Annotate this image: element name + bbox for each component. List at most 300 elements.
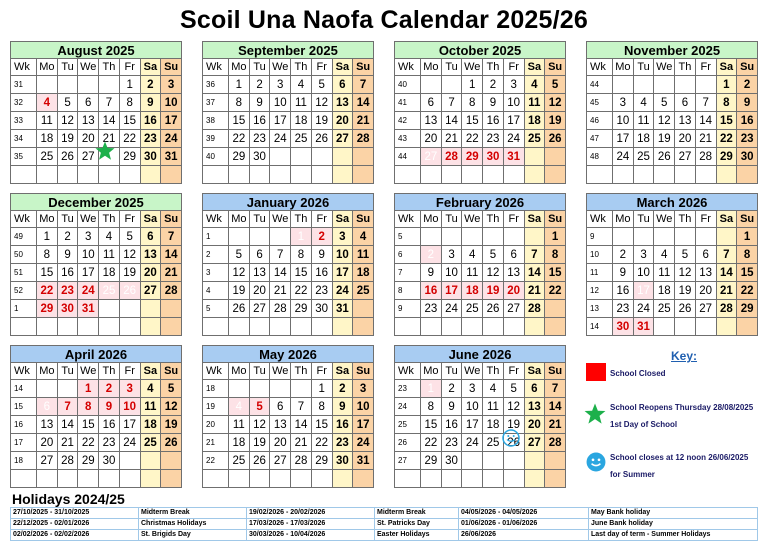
day-cell bbox=[57, 380, 78, 398]
day-cell: 22 bbox=[716, 130, 737, 148]
day-cell: 17 bbox=[462, 416, 483, 434]
day-cell: 10 bbox=[441, 264, 462, 282]
day-cell: 8 bbox=[78, 398, 99, 416]
day-cell: 23 bbox=[249, 130, 270, 148]
day-cell: 24 bbox=[78, 282, 99, 300]
day-cell: 3 bbox=[353, 380, 374, 398]
day-cell: 22 bbox=[421, 434, 442, 452]
day-cell: 28 bbox=[291, 452, 312, 470]
day-cell: 14 bbox=[270, 264, 291, 282]
day-cell bbox=[57, 166, 78, 184]
day-cell: 22 bbox=[311, 434, 332, 452]
week-number: 19 bbox=[203, 398, 229, 416]
day-cell bbox=[633, 76, 654, 94]
day-cell: 11 bbox=[524, 94, 545, 112]
day-cell: 24 bbox=[441, 300, 462, 318]
day-cell: 17 bbox=[270, 112, 291, 130]
day-cell: 25 bbox=[633, 148, 654, 166]
day-cell: 12 bbox=[545, 94, 566, 112]
week-number: 43 bbox=[395, 130, 421, 148]
day-cell bbox=[78, 76, 99, 94]
day-cell: 9 bbox=[140, 94, 161, 112]
day-cell bbox=[633, 228, 654, 246]
day-cell: 31 bbox=[332, 300, 353, 318]
day-header: Su bbox=[545, 211, 566, 228]
day-cell: 11 bbox=[633, 112, 654, 130]
day-cell: 18 bbox=[524, 112, 545, 130]
day-cell: 16 bbox=[737, 112, 758, 130]
day-header: We bbox=[78, 363, 99, 380]
day-header: Sa bbox=[332, 363, 353, 380]
day-cell: 4 bbox=[353, 228, 374, 246]
day-cell: 22 bbox=[462, 130, 483, 148]
day-cell bbox=[483, 228, 504, 246]
day-cell: 9 bbox=[249, 94, 270, 112]
day-cell: 9 bbox=[613, 264, 634, 282]
day-header: Th bbox=[99, 363, 120, 380]
week-number: 32 bbox=[11, 94, 37, 112]
day-cell: 12 bbox=[119, 246, 140, 264]
day-header: Wk bbox=[203, 211, 229, 228]
day-cell: 5 bbox=[654, 94, 675, 112]
day-header: We bbox=[654, 211, 675, 228]
day-cell bbox=[332, 470, 353, 488]
day-cell: 3 bbox=[441, 246, 462, 264]
day-cell: 4 bbox=[654, 246, 675, 264]
day-cell: 17 bbox=[503, 112, 524, 130]
day-header: Tu bbox=[441, 363, 462, 380]
day-cell: 27 bbox=[270, 452, 291, 470]
week-number: 5 bbox=[203, 300, 229, 318]
month-title: December 2025 bbox=[10, 193, 182, 210]
key-summer-label: for Summer bbox=[610, 470, 655, 479]
day-cell bbox=[229, 380, 250, 398]
day-cell: 2 bbox=[613, 246, 634, 264]
day-cell: 5 bbox=[545, 76, 566, 94]
day-cell: 24 bbox=[119, 434, 140, 452]
week-number: 40 bbox=[203, 148, 229, 166]
day-header: Fr bbox=[695, 211, 716, 228]
day-cell: 19 bbox=[161, 416, 182, 434]
day-header: Fr bbox=[119, 363, 140, 380]
week-number: 20 bbox=[203, 416, 229, 434]
day-cell: 6 bbox=[332, 76, 353, 94]
day-cell: 23 bbox=[140, 130, 161, 148]
day-cell bbox=[249, 318, 270, 336]
week-number: 22 bbox=[203, 452, 229, 470]
day-cell: 1 bbox=[78, 380, 99, 398]
day-cell: 31 bbox=[161, 148, 182, 166]
day-header: Wk bbox=[11, 59, 37, 76]
day-cell bbox=[140, 166, 161, 184]
day-cell bbox=[421, 76, 442, 94]
day-cell: 26 bbox=[119, 282, 140, 300]
day-cell bbox=[161, 300, 182, 318]
day-header: Su bbox=[161, 211, 182, 228]
day-cell bbox=[229, 166, 250, 184]
day-header: Th bbox=[291, 211, 312, 228]
day-cell: 1 bbox=[716, 76, 737, 94]
day-header: Wk bbox=[11, 363, 37, 380]
day-cell: 7 bbox=[291, 398, 312, 416]
week-number: 9 bbox=[395, 300, 421, 318]
day-cell: 15 bbox=[462, 112, 483, 130]
day-cell: 15 bbox=[545, 264, 566, 282]
day-cell: 28 bbox=[57, 452, 78, 470]
day-cell: 14 bbox=[545, 398, 566, 416]
day-cell: 28 bbox=[716, 300, 737, 318]
day-header: Tu bbox=[633, 59, 654, 76]
day-cell: 12 bbox=[483, 264, 504, 282]
day-cell: 28 bbox=[524, 300, 545, 318]
day-header: Fr bbox=[503, 211, 524, 228]
day-cell: 4 bbox=[462, 246, 483, 264]
day-cell: 11 bbox=[654, 264, 675, 282]
day-cell: 5 bbox=[675, 246, 696, 264]
day-cell: 12 bbox=[675, 264, 696, 282]
day-cell bbox=[675, 318, 696, 336]
day-cell bbox=[462, 228, 483, 246]
day-cell: 10 bbox=[503, 94, 524, 112]
day-cell bbox=[291, 148, 312, 166]
day-cell: 8 bbox=[737, 246, 758, 264]
day-cell bbox=[613, 166, 634, 184]
day-cell: 16 bbox=[441, 416, 462, 434]
holidays-title: Holidays 2024/25 bbox=[12, 491, 125, 507]
day-cell: 17 bbox=[353, 416, 374, 434]
day-cell: 27 bbox=[37, 452, 58, 470]
day-cell: 19 bbox=[249, 434, 270, 452]
day-cell: 29 bbox=[37, 300, 58, 318]
month-title: January 2026 bbox=[202, 193, 374, 210]
day-cell: 13 bbox=[524, 398, 545, 416]
week-number bbox=[203, 318, 229, 336]
day-cell: 26 bbox=[654, 148, 675, 166]
smiley-icon bbox=[586, 452, 606, 472]
day-header: We bbox=[270, 211, 291, 228]
day-header: Mo bbox=[37, 59, 58, 76]
month-title: February 2026 bbox=[394, 193, 566, 210]
month-calendar bbox=[202, 41, 374, 173]
holidays-table bbox=[10, 507, 758, 541]
day-cell: 31 bbox=[78, 300, 99, 318]
week-number: 1 bbox=[11, 300, 37, 318]
week-number: 18 bbox=[11, 452, 37, 470]
month-title: April 2026 bbox=[10, 345, 182, 362]
day-cell: 15 bbox=[119, 112, 140, 130]
day-header: We bbox=[78, 59, 99, 76]
day-cell: 19 bbox=[503, 416, 524, 434]
day-cell: 28 bbox=[161, 282, 182, 300]
day-cell: 16 bbox=[311, 264, 332, 282]
day-cell: 9 bbox=[421, 264, 442, 282]
day-cell: 13 bbox=[78, 112, 99, 130]
month-title: September 2025 bbox=[202, 41, 374, 58]
week-number: 5 bbox=[395, 228, 421, 246]
day-header: Wk bbox=[395, 363, 421, 380]
day-header: Th bbox=[483, 211, 504, 228]
closed-swatch bbox=[586, 363, 606, 381]
day-cell: 3 bbox=[503, 76, 524, 94]
week-number bbox=[395, 318, 421, 336]
month-title: November 2025 bbox=[586, 41, 758, 58]
day-cell bbox=[229, 318, 250, 336]
day-cell: 6 bbox=[524, 380, 545, 398]
day-cell: 13 bbox=[270, 416, 291, 434]
day-cell: 5 bbox=[229, 246, 250, 264]
day-cell bbox=[545, 300, 566, 318]
day-cell: 21 bbox=[716, 282, 737, 300]
day-header: Wk bbox=[203, 59, 229, 76]
day-cell: 27 bbox=[249, 300, 270, 318]
week-number: 12 bbox=[587, 282, 613, 300]
day-cell bbox=[441, 76, 462, 94]
day-cell: 22 bbox=[78, 434, 99, 452]
day-cell: 8 bbox=[291, 246, 312, 264]
holiday-cell: 27/10/2025 - 31/10/2025 bbox=[11, 508, 139, 519]
day-cell: 25 bbox=[140, 434, 161, 452]
day-header: We bbox=[270, 59, 291, 76]
day-cell: 19 bbox=[654, 130, 675, 148]
day-cell: 13 bbox=[332, 94, 353, 112]
day-header: Mo bbox=[613, 211, 634, 228]
day-cell bbox=[441, 318, 462, 336]
day-cell bbox=[421, 228, 442, 246]
day-cell bbox=[545, 318, 566, 336]
day-cell: 27 bbox=[524, 434, 545, 452]
week-number: 44 bbox=[395, 148, 421, 166]
day-cell: 24 bbox=[332, 282, 353, 300]
day-cell: 29 bbox=[462, 148, 483, 166]
day-cell: 17 bbox=[441, 282, 462, 300]
day-cell bbox=[99, 300, 120, 318]
day-cell: 21 bbox=[545, 416, 566, 434]
day-cell: 6 bbox=[37, 398, 58, 416]
day-cell: 8 bbox=[311, 398, 332, 416]
day-header: Th bbox=[99, 59, 120, 76]
day-cell bbox=[483, 318, 504, 336]
day-cell bbox=[654, 228, 675, 246]
day-cell: 13 bbox=[140, 246, 161, 264]
day-cell: 20 bbox=[503, 282, 524, 300]
week-number: 4 bbox=[203, 282, 229, 300]
day-cell: 2 bbox=[99, 380, 120, 398]
day-header: Tu bbox=[249, 59, 270, 76]
day-header: Mo bbox=[229, 59, 250, 76]
day-cell bbox=[503, 228, 524, 246]
holiday-cell: Christmas Holidays bbox=[139, 519, 247, 530]
day-cell bbox=[311, 318, 332, 336]
day-header: Tu bbox=[633, 211, 654, 228]
day-cell: 8 bbox=[462, 94, 483, 112]
day-cell: 10 bbox=[161, 94, 182, 112]
day-cell: 23 bbox=[332, 434, 353, 452]
day-header: We bbox=[654, 59, 675, 76]
day-cell: 27 bbox=[140, 282, 161, 300]
day-header: Wk bbox=[587, 211, 613, 228]
day-cell: 7 bbox=[353, 76, 374, 94]
day-cell bbox=[545, 148, 566, 166]
day-header: Sa bbox=[716, 211, 737, 228]
day-header: Mo bbox=[37, 211, 58, 228]
day-cell bbox=[78, 318, 99, 336]
day-cell: 25 bbox=[483, 434, 504, 452]
day-header: Sa bbox=[140, 59, 161, 76]
day-cell: 13 bbox=[421, 112, 442, 130]
day-cell: 6 bbox=[78, 94, 99, 112]
day-cell: 22 bbox=[119, 130, 140, 148]
day-cell: 16 bbox=[613, 282, 634, 300]
day-cell: 3 bbox=[161, 76, 182, 94]
month-calendar bbox=[394, 193, 566, 325]
day-cell: 22 bbox=[37, 282, 58, 300]
day-cell bbox=[291, 166, 312, 184]
week-number: 15 bbox=[11, 398, 37, 416]
day-cell: 23 bbox=[483, 130, 504, 148]
day-cell: 17 bbox=[613, 130, 634, 148]
day-cell: 24 bbox=[161, 130, 182, 148]
day-cell: 30 bbox=[613, 318, 634, 336]
day-cell: 7 bbox=[270, 246, 291, 264]
day-cell: 11 bbox=[353, 246, 374, 264]
week-number: 26 bbox=[395, 434, 421, 452]
week-number bbox=[587, 166, 613, 184]
week-number: 25 bbox=[395, 416, 421, 434]
day-header: We bbox=[462, 363, 483, 380]
week-number: 47 bbox=[587, 130, 613, 148]
day-cell bbox=[57, 76, 78, 94]
day-cell bbox=[161, 318, 182, 336]
day-cell: 26 bbox=[57, 148, 78, 166]
week-number: 31 bbox=[11, 76, 37, 94]
day-cell bbox=[613, 228, 634, 246]
day-header: Fr bbox=[311, 363, 332, 380]
day-cell: 22 bbox=[291, 282, 312, 300]
day-cell: 19 bbox=[229, 282, 250, 300]
day-cell bbox=[332, 148, 353, 166]
day-header: Tu bbox=[249, 211, 270, 228]
day-header: Mo bbox=[613, 59, 634, 76]
day-cell: 12 bbox=[57, 112, 78, 130]
day-cell: 29 bbox=[119, 148, 140, 166]
day-cell: 14 bbox=[99, 112, 120, 130]
day-cell: 16 bbox=[249, 112, 270, 130]
day-cell: 19 bbox=[675, 282, 696, 300]
day-cell bbox=[99, 166, 120, 184]
day-cell: 12 bbox=[654, 112, 675, 130]
holiday-cell: 19/02/2026 - 20/02/2026 bbox=[247, 508, 375, 519]
day-cell: 1 bbox=[37, 228, 58, 246]
day-cell: 26 bbox=[483, 300, 504, 318]
day-cell bbox=[503, 318, 524, 336]
day-cell: 21 bbox=[291, 434, 312, 452]
day-cell: 23 bbox=[99, 434, 120, 452]
day-cell bbox=[332, 318, 353, 336]
day-cell bbox=[249, 380, 270, 398]
week-number: 38 bbox=[203, 112, 229, 130]
month-calendar bbox=[586, 41, 758, 173]
day-cell: 11 bbox=[483, 398, 504, 416]
day-header: Sa bbox=[524, 363, 545, 380]
day-cell bbox=[695, 76, 716, 94]
day-cell bbox=[57, 318, 78, 336]
smiley-icon bbox=[502, 429, 520, 447]
day-cell bbox=[249, 228, 270, 246]
day-cell: 30 bbox=[441, 452, 462, 470]
day-cell: 11 bbox=[229, 416, 250, 434]
day-cell bbox=[716, 318, 737, 336]
day-cell bbox=[99, 470, 120, 488]
day-cell bbox=[483, 166, 504, 184]
day-cell bbox=[353, 470, 374, 488]
day-cell: 2 bbox=[441, 380, 462, 398]
day-cell: 18 bbox=[633, 130, 654, 148]
holiday-cell: June Bank holiday bbox=[589, 519, 758, 530]
day-cell: 3 bbox=[332, 228, 353, 246]
day-cell: 29 bbox=[291, 300, 312, 318]
day-cell bbox=[353, 148, 374, 166]
day-cell: 8 bbox=[421, 398, 442, 416]
day-cell: 26 bbox=[311, 130, 332, 148]
day-cell: 16 bbox=[140, 112, 161, 130]
month-calendar bbox=[394, 345, 566, 477]
month-calendar bbox=[394, 41, 566, 173]
day-cell: 7 bbox=[716, 246, 737, 264]
key-closed-label: School Closed bbox=[610, 369, 666, 378]
day-cell bbox=[633, 166, 654, 184]
day-header: Wk bbox=[395, 211, 421, 228]
week-number: 11 bbox=[587, 264, 613, 282]
day-cell: 6 bbox=[249, 246, 270, 264]
star-icon bbox=[95, 141, 115, 161]
day-cell: 20 bbox=[695, 282, 716, 300]
day-cell bbox=[675, 166, 696, 184]
day-cell bbox=[524, 228, 545, 246]
day-cell: 20 bbox=[37, 434, 58, 452]
day-cell: 20 bbox=[270, 434, 291, 452]
day-cell: 18 bbox=[140, 416, 161, 434]
day-header: Fr bbox=[119, 211, 140, 228]
day-cell bbox=[119, 470, 140, 488]
day-cell bbox=[37, 380, 58, 398]
day-cell: 14 bbox=[291, 416, 312, 434]
day-cell bbox=[545, 166, 566, 184]
key-noon-label: School closes at 12 noon 26/06/2025 bbox=[610, 453, 749, 462]
day-cell: 30 bbox=[99, 452, 120, 470]
day-cell: 30 bbox=[311, 300, 332, 318]
star-icon bbox=[584, 403, 606, 425]
day-cell: 28 bbox=[695, 148, 716, 166]
week-number: 14 bbox=[11, 380, 37, 398]
day-cell: 28 bbox=[545, 434, 566, 452]
day-cell bbox=[441, 470, 462, 488]
day-cell: 6 bbox=[695, 246, 716, 264]
day-cell: 2 bbox=[249, 76, 270, 94]
holiday-cell: 04/05/2026 - 04/05/2026 bbox=[459, 508, 589, 519]
day-cell: 10 bbox=[462, 398, 483, 416]
day-header: Su bbox=[161, 363, 182, 380]
day-cell: 20 bbox=[332, 112, 353, 130]
day-cell bbox=[99, 318, 120, 336]
day-cell: 13 bbox=[695, 264, 716, 282]
day-cell bbox=[524, 318, 545, 336]
day-cell: 25 bbox=[291, 130, 312, 148]
day-cell bbox=[462, 318, 483, 336]
day-cell: 29 bbox=[311, 452, 332, 470]
day-cell: 18 bbox=[229, 434, 250, 452]
day-header: Th bbox=[291, 59, 312, 76]
week-number: 9 bbox=[587, 228, 613, 246]
